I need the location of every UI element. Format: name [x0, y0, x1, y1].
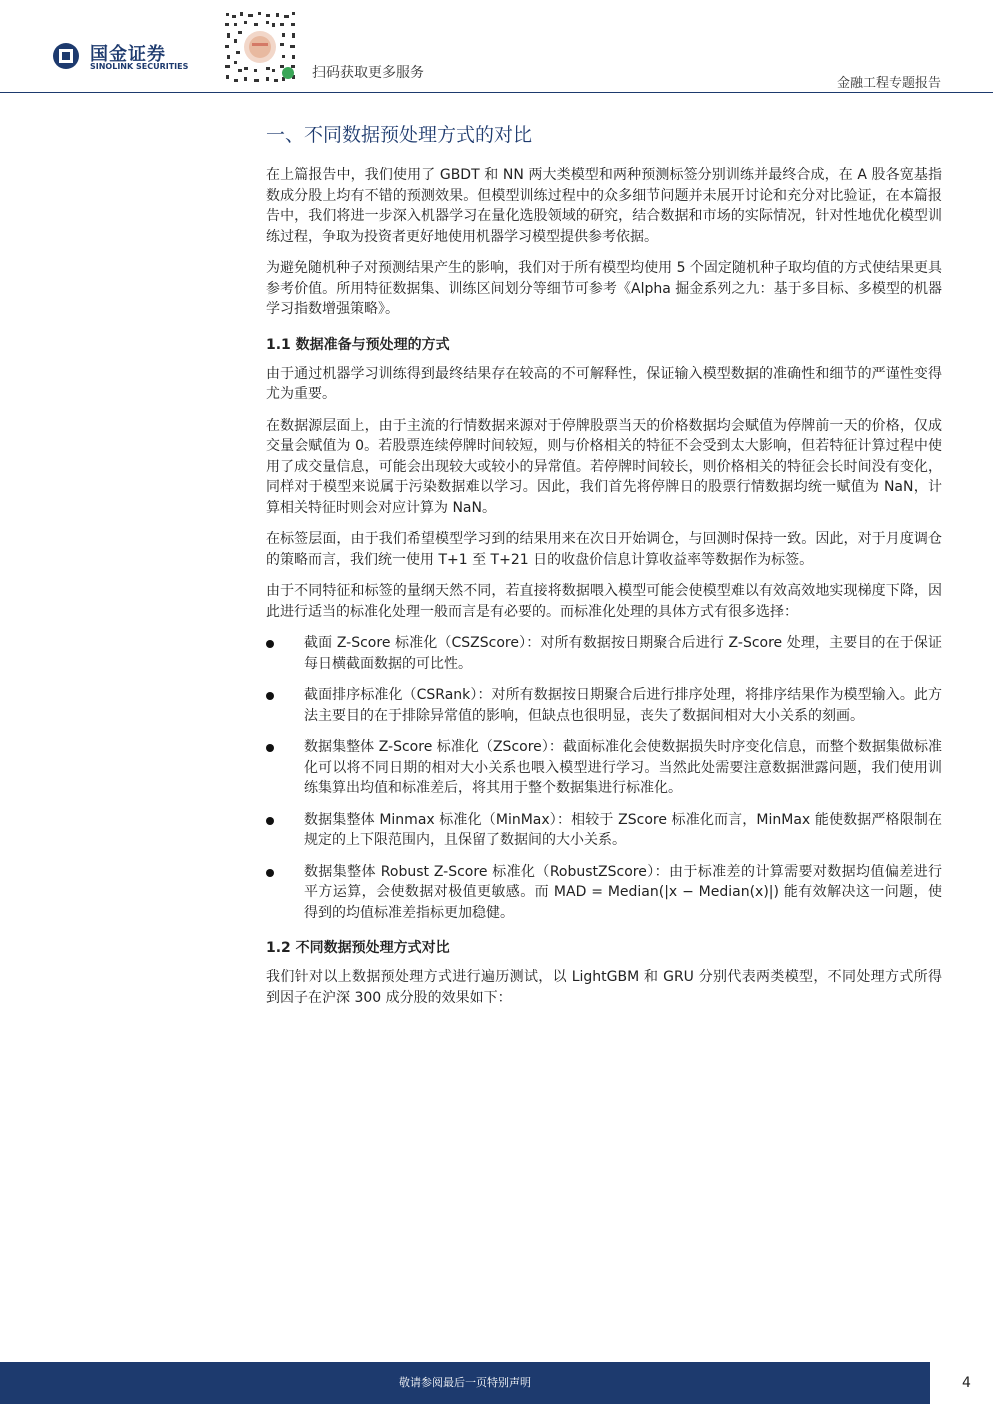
- bullet-icon: [266, 692, 274, 700]
- sinolink-logo-icon: [52, 42, 80, 70]
- list-item: [266, 737, 942, 799]
- paragraph-1-1-c: 在标签层面，由于我们希望模型学习到的结果用来在次日开始调仓，与回测时保持一致。因此，对于月度调仓的策略而言，我们统一使用 T+1 至 T+21 日的收盘价信息计算收益率等数据作为标签。: [266, 531, 942, 568]
- report-type-label: 金融工程专题报告: [836, 76, 941, 91]
- list-item: [266, 685, 942, 726]
- logo-chinese-name: 国金证券: [90, 44, 166, 65]
- paragraph-1-1-d: 由于不同特征和标签的量纲天然不同，若直接将数据喂入模型可能会使模型难以有效高效地实现梯度下降，因此进行适当的标准化处理一般而言是有必要的。而标准化处理的具体方式有很多选择：: [266, 583, 942, 620]
- paragraph-1-1-b: 在数据源层面上，由于主流的行情数据来源对于停牌股票当天的价格数据均会赋值为停牌前一天的价格，仅成交量会赋值为 0。若股票连续停牌时间较短，则与价格相关的特征不会受到太大影响，但若特征计算过程中使用了成交量信息，可能会出现较大或较小的异常值。若停牌时间较长，则价格相关的特征会长时间没有变化，同样对于模型来说属于污染数据难以学习。因此，我们首先将停牌日的股票行情数据均统一赋值为 NaN，计算相关特征时则会对应计算为 NaN。: [266, 417, 942, 516]
- bullet-icon: [266, 817, 274, 825]
- document-body: [266, 120, 942, 1019]
- list-item-text: 数据集整体 Minmax 标准化（MinMax）：相较于 ZScore 标准化而言，MinMax 能使数据严格限制在规定的上下限范围内，且保留了数据间的大小关系。: [304, 811, 942, 848]
- list-item-text: 数据集整体 Z-Score 标准化（ZScore）：截面标准化会使数据损失时序变化信息，而整个数据集做标准化可以将不同日期的相对大小关系也喂入模型进行学习。当然此处需要注意数据泄露问题，我们使用训练集算出均值和标准差后，将其用于整个数据集进行标准化。: [304, 739, 942, 796]
- bullet-icon: [266, 744, 274, 752]
- intro-paragraph-2: 为避免随机种子对预测结果产生的影响，我们对于所有模型均使用 5 个固定随机种子取均值的方式使结果更具参考价值。所用特征数据集、训练区间划分等细节可参考《Alpha 掘金系列之九：基于多目标、多模型的机器学习指数增强策略》。: [266, 260, 942, 317]
- list-item-text: 数据集整体 Robust Z-Score 标准化（RobustZScore）：由于标准差的计算需要对数据均值偏差进行平方运算，会使数据对极值更敏感。而 MAD = Median(|x − Median(x)|) 能有效解决这一问题，使得到的均值标准差指标更加稳健。: [304, 863, 942, 921]
- page-header: [0, 0, 993, 95]
- section-title: 一、不同数据预处理方式的对比: [266, 124, 533, 146]
- qr-caption: 扫码获取更多服务: [312, 65, 424, 81]
- page-number: 4: [962, 1375, 971, 1391]
- header-divider: [0, 92, 993, 93]
- footer-disclaimer: 敬请参阅最后一页特别声明: [399, 1376, 531, 1389]
- company-logo: [52, 40, 202, 74]
- intro-paragraph-1: 在上篇报告中，我们使用了 GBDT 和 NN 两大类模型和两种预测标签分别训练并最终合成，在 A 股各宽基指数成分股上均有不错的预测效果。但模型训练过程中的众多细节问题并未展开讨论和充分对比验证，在本篇报告中，我们将进一步深入机器学习在量化选股领域的研究，结合数据和市场的实际情况，针对性地优化模型训练过程，争取为投资者更好地使用机器学习模型提供参考依据。: [266, 167, 942, 245]
- list-item: [266, 633, 942, 674]
- logo-english-name: SINOLINK SECURITIES: [90, 62, 189, 71]
- bullet-icon: [266, 640, 274, 648]
- list-item: [266, 810, 942, 851]
- qr-code-icon[interactable]: [222, 9, 298, 85]
- normalization-methods-list: [266, 633, 942, 923]
- bullet-icon: [266, 869, 274, 877]
- list-item-text: 截面排序标准化（CSRank）：对所有数据按日期聚合后进行排序处理，将排序结果作为模型输入。此方法主要目的在于排除异常值的影响，但缺点也很明显，丧失了数据间相对大小关系的刻画。: [304, 687, 942, 724]
- list-item: [266, 862, 942, 924]
- subsection-title-1-2: 1.2 不同数据预处理方式对比: [266, 940, 450, 956]
- paragraph-1-1-a: 由于通过机器学习训练得到最终结果存在较高的不可解释性，保证输入模型数据的准确性和细节的严谨性变得尤为重要。: [266, 365, 942, 402]
- subsection-title-1-1: 1.1 数据准备与预处理的方式: [266, 336, 450, 353]
- paragraph-1-2-a: 我们针对以上数据预处理方式进行遍历测试，以 LightGBM 和 GRU 分别代表两类模型，不同处理方式所得到因子在沪深 300 成分股的效果如下：: [266, 969, 942, 1006]
- list-item-text: 截面 Z-Score 标准化（CSZScore）：对所有数据按日期聚合后进行 Z-Score 处理，主要目的在于保证每日横截面数据的可比性。: [304, 635, 942, 672]
